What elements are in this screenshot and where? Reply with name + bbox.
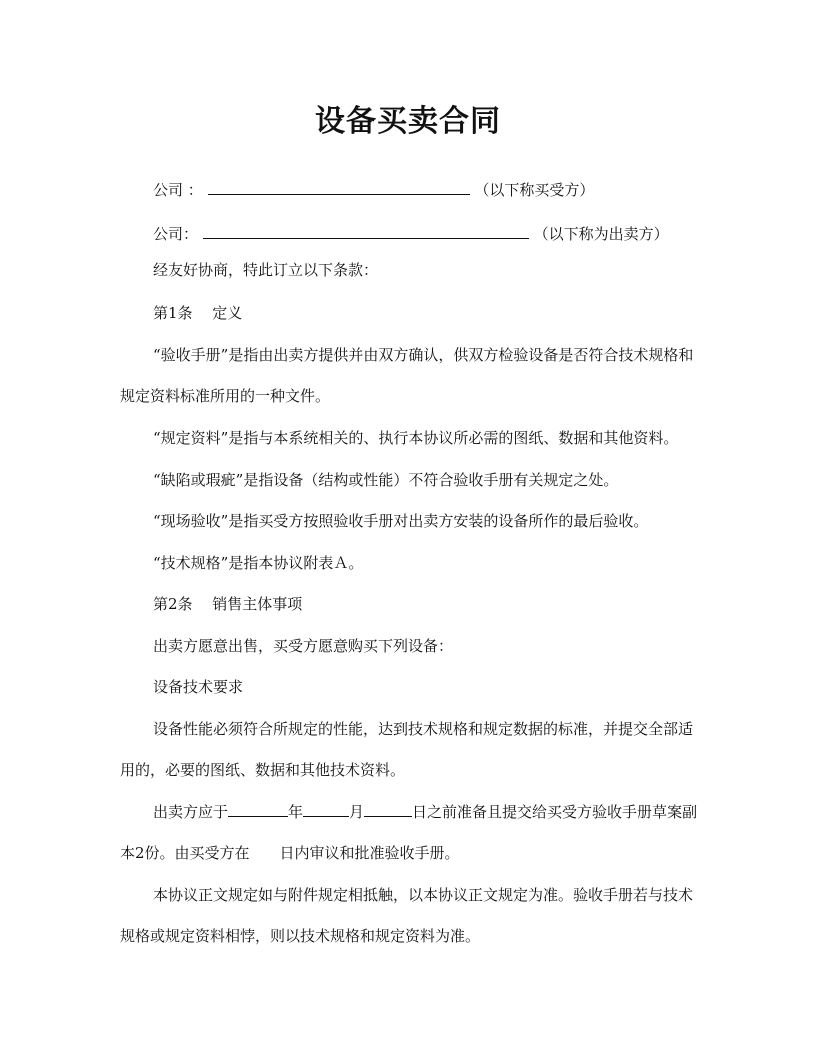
definition-defect: “缺陷或瑕疵”是指设备（结构或性能）不符合验收手册有关规定之处。 xyxy=(153,471,619,489)
deadline-paragraph xyxy=(120,792,700,874)
document-title: 设备买卖合同 xyxy=(315,104,501,139)
tech-requirements-heading: 设备技术要求 xyxy=(153,678,244,696)
sale-statement: 出卖方愿意出售，买受方愿意购买下列设备： xyxy=(153,637,454,655)
seller-line xyxy=(153,222,669,244)
deadline-before: 出卖方应于 xyxy=(153,803,229,821)
seller-label: 公司： xyxy=(153,225,199,243)
buyer-name-blank[interactable] xyxy=(208,178,470,195)
definition-site-acceptance: “现场验收”是指买受方按照验收手册对出卖方安装的设备所作的最后验收。 xyxy=(153,512,649,530)
tech-requirements-text: 设备性能必须符合所规定的性能，达到技术规格和规定数据的标准，并提交全部适用的，必要的图纸、数据和其他技术资料。 xyxy=(120,720,694,779)
day-blank[interactable] xyxy=(364,800,412,817)
buyer-line xyxy=(153,178,594,200)
deadline-day-rest: 日之前准备且提交给买受方验收手册草 xyxy=(412,803,668,821)
definition-acceptance-manual: “验收手册”是指由出卖方提供并由双方确认，供双方检验设备是否符合技术规格和规定资料标准所用的一种文件。 xyxy=(120,346,694,405)
year-blank[interactable] xyxy=(228,800,288,817)
intro-text: 经友好协商，特此订立以下条款： xyxy=(153,261,379,279)
article2-heading: 第2条 销售主体事项 xyxy=(153,595,303,613)
month-blank[interactable] xyxy=(303,800,349,817)
buyer-label: 公司 ： xyxy=(153,181,203,199)
seller-name-blank[interactable] xyxy=(203,222,529,239)
seller-suffix: （以下称为出卖方） xyxy=(533,225,669,243)
month-label: 月 xyxy=(349,803,365,821)
article1-heading: 第1条 定义 xyxy=(153,304,243,322)
definition-technical-spec: “技术规格”是指本协议附表Ａ。 xyxy=(153,554,364,572)
year-label: 年 xyxy=(288,803,304,821)
definition-specified-data: “规定资料”是指与本系统相关的、执行本协议所必需的图纸、数据和其他资料。 xyxy=(153,429,679,447)
deadline-line2-b: 日内审议和批准验收手册。 xyxy=(279,844,460,862)
deadline-line2-a: 案副本2份。由买受方在 xyxy=(120,803,698,862)
precedence-clause: 本协议正文规定如与附件规定相抵触，以本协议正文规定为准。验收手册若与技术规格或规定资料相悖，则以技术规格和规定资料为准。 xyxy=(120,886,694,945)
buyer-suffix: （以下称买受方） xyxy=(474,181,595,199)
